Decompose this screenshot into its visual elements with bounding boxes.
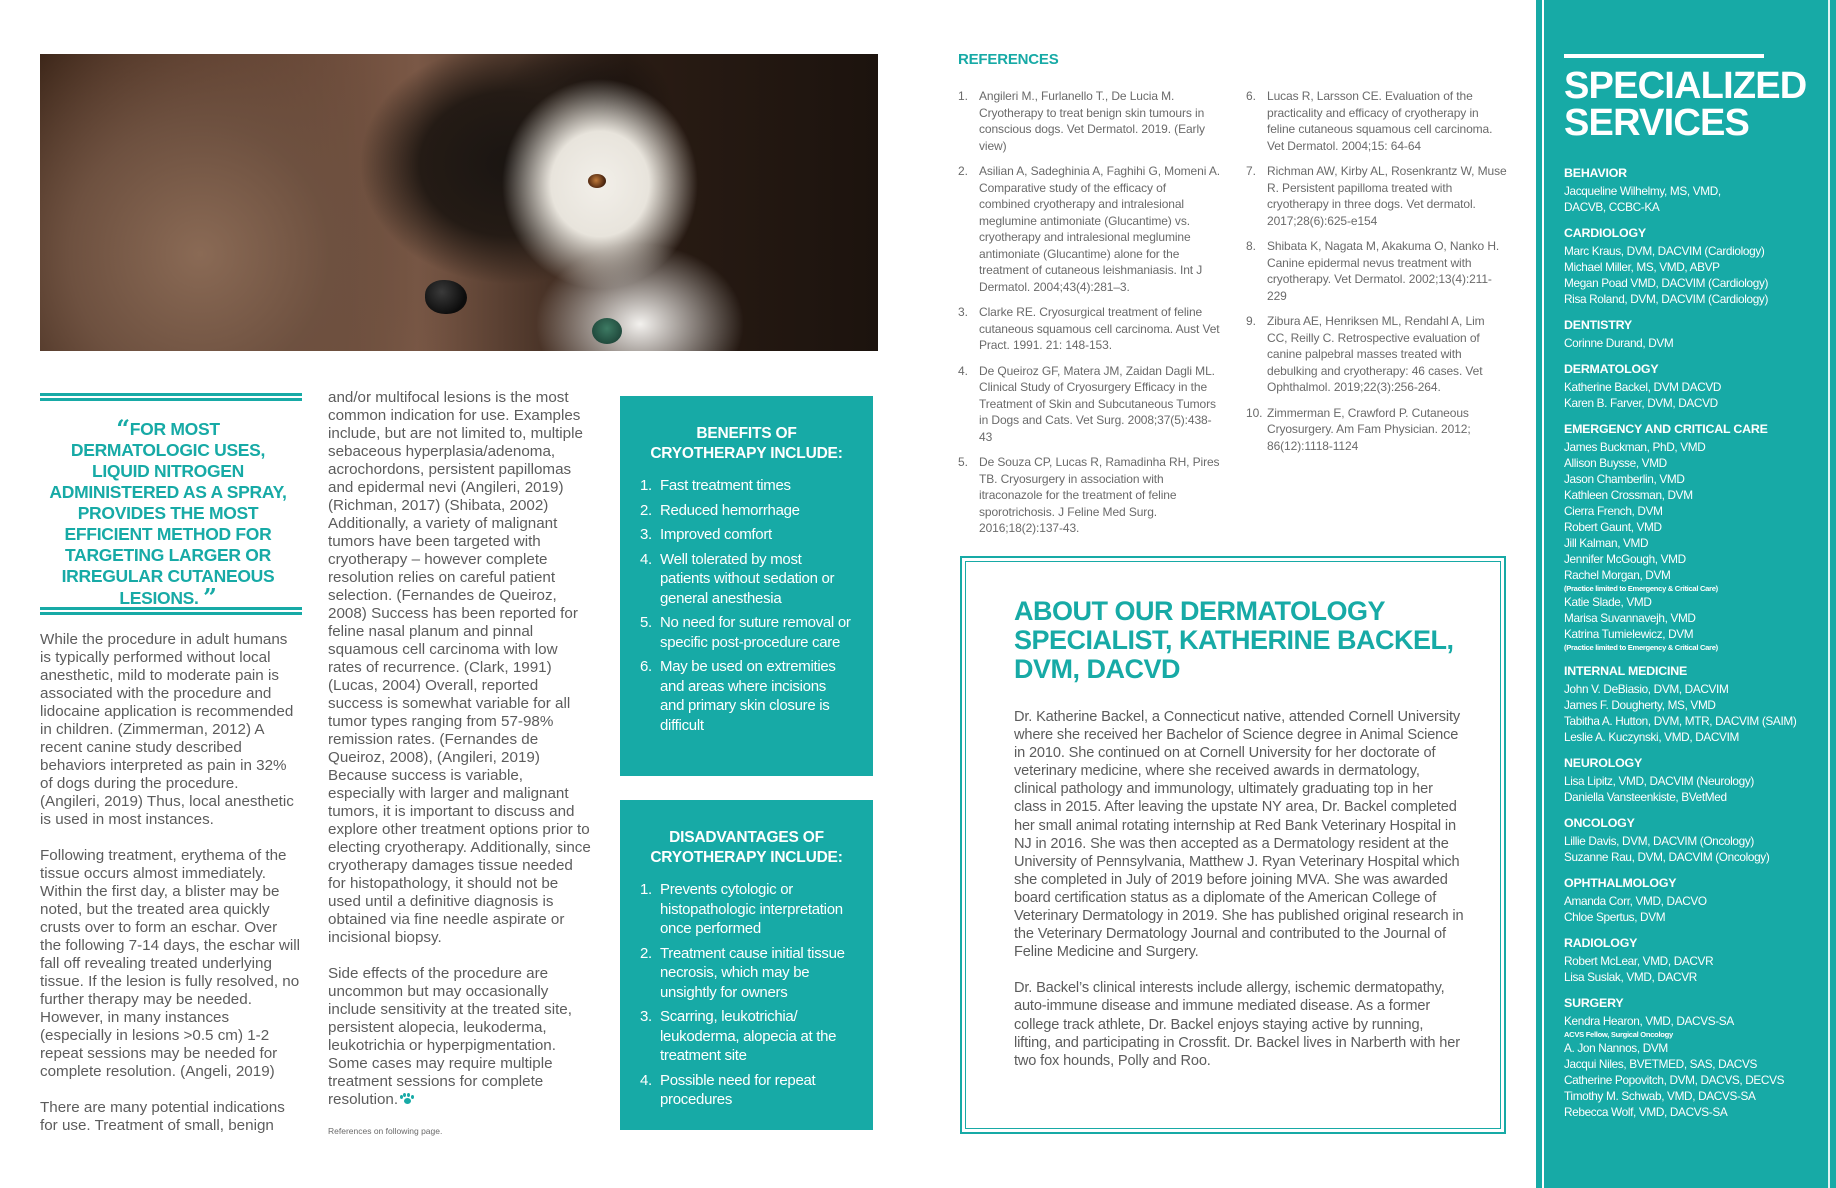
article-column-2 (328, 389, 592, 1109)
staff-member: Corinne Durand, DVM (1564, 336, 1674, 350)
reference-item: 10. Zimmerman E, Crawford P. Cutaneous Cryosurgery. Am Fam Physician. 2012; 86(12):1118-1124 (1246, 405, 1508, 455)
service-group (1564, 935, 1826, 985)
sidebar-left-border (1542, 0, 1544, 1188)
staff-member: James Buckman, PhD, VMD (1564, 440, 1706, 454)
list-item-text: Prevents cytologic or histopathologic interpretation once performed (660, 881, 843, 937)
staff-member: Robert Gaunt, VMD (1564, 520, 1662, 534)
list-item: 6. May be used on extremities and areas where incisions and primary skin closure is difficult (640, 657, 853, 735)
service-name: INTERNAL MEDICINE (1564, 664, 1688, 678)
service-name: DERMATOLOGY (1564, 362, 1659, 376)
list-item: 4. Possible need for repeat procedures (640, 1071, 853, 1110)
benefits-callout (620, 396, 873, 776)
staff-member: Michael Miller, MS, VMD, ABVP (1564, 260, 1720, 274)
service-name: RADIOLOGY (1564, 936, 1638, 950)
service-name: OPHTHALMOLOGY (1564, 876, 1677, 890)
reference-text: Clarke RE. Cryosurgical treatment of feline cutaneous squamous cell carcinoma. Aust Vet Pract. 1991. 21: 148-153. (979, 305, 1220, 352)
paragraph: Following treatment, erythema of the tissue occurs almost immediately. Within the first day, a blister may be noted, but the treated area quickly crusts over to form an eschar. Over the following 7-14 days, the eschar will fall off revealing treated underlying tissue. If the lesion is fully resolved, no further therapy may be needed. However, in many instances (especially in lesions >0.5 cm) 1-2 repeat sessions may be needed for complete resolution. (Angeli, 2019) (40, 847, 301, 1080)
list-item: 3. Improved comfort (640, 526, 772, 543)
staff-member: Katie Slade, VMD (1564, 595, 1652, 609)
hero-dog-photo (40, 54, 878, 351)
reference-item: 6. Lucas R, Larsson CE. Evaluation of the practicality and efficacy of cryotherapy in feline cutaneous squamous cell carcinoma. Vet Dermatol. 2004;15: 64-64 (1246, 88, 1508, 154)
service-group (1564, 225, 1826, 307)
paragraph: and/or multifocal lesions is the most common indication for use. Examples include, but are not limited to, multiple sebaceous hyperplasia/adenoma, acrochordons, persistent papillomas and epidermal nevi (Angileri, 2019) (Richman, 2017) (Shibata, 2002) Additionally, a variety of malignant tumors have been targeted with cryotherapy – however complete resolution relies on careful patient selection. (Fernandes de Queiroz, 2008) Success has been reported for feline nasal planum and pinnal squamous cell carcinoma with low rates of recurrence. (Clark, 1991) (Lucas, 2004) Overall, reported success is somewhat variable for all tumor types ranging from 57-98% remission rates. (Fernandes de Queiroz, 2008), (Angileri, 2019) Because success is variable, especially with larger and malignant tumors, it is important to discuss and explore other treatment options prior to electing cryotherapy. Additionally, since cryotherapy damages tissue needed for histopathology, it should not be used until a definitive diagnosis is obtained via fine needle aspirate or incisional biopsy. (328, 389, 591, 946)
list-item: 1. Fast treatment times (640, 477, 791, 494)
close-quote-mark: ” (203, 583, 217, 612)
reference-item: 1. Angileri M., Furlanello T., De Lucia M. Cryotherapy to treat benign skin tumours in conscious dogs. Vet Dermatol. 2019. (Early view) (958, 88, 1220, 154)
list-item: 2. Reduced hemorrhage (640, 501, 800, 519)
disadvantages-title: DISADVANTAGES OF CRYOTHERAPY INCLUDE: (650, 829, 843, 866)
disadvantages-list (640, 880, 853, 1110)
staff-note: ACVS Fellow, Surgical Oncology (1564, 1030, 1673, 1039)
paragraph: While the procedure in adult humans is typically performed without local anesthetic, mild to moderate pain is associated with the procedure and lidocaine application is recommended in children. (Zimmerman, 2012) A recent canine study described behaviors interpreted as pain in 32% of dogs during the procedure. (Angileri, 2019) Thus, local anesthetic is used in most instances. (40, 631, 294, 828)
sidebar-title-rule (1564, 54, 1764, 58)
service-group (1564, 875, 1826, 925)
staff-member: Jason Chamberlin, VMD (1564, 472, 1685, 486)
list-item-text: Reduced hemorrhage (660, 501, 800, 519)
staff-member: Lisa Suslak, VMD, DACVR (1564, 970, 1697, 984)
reference-item: 4. De Queiroz GF, Matera JM, Zaidan Dagli ML. Clinical Study of Cryosurgery Efficacy in the Treatment of Skin and Subcutaneous Tumors in Dogs and Cats. Vet Surg. 2008;37(5):438-43 (958, 363, 1220, 446)
reference-text: Asilian A, Sadeghinia A, Faghihi G, Momeni A. Comparative study of the efficacy of combined cryotherapy and intralesional meglumine antimoniate (Glucantime) vs. cryotherapy and intralesional meglumine antimoniate (Glucantime) alone for the treatment of cutaneous leishmaniasis. Int J Dermatol. 2004;43(4):281–3. (979, 164, 1220, 294)
paw-icon (400, 1093, 414, 1105)
staff-member: Amanda Corr, VMD, DACVO (1564, 894, 1707, 908)
staff-member: Marisa Suvannavejh, VMD (1564, 611, 1696, 625)
staff-member: James F. Dougherty, MS, VMD (1564, 698, 1716, 712)
staff-member: Jacqueline Wilhelmy, MS, VMD, (1564, 184, 1721, 198)
service-name: ONCOLOGY (1564, 816, 1635, 830)
service-name: CARDIOLOGY (1564, 226, 1646, 240)
service-group (1564, 815, 1826, 865)
service-group (1564, 317, 1826, 351)
service-group (1564, 663, 1826, 745)
staff-member: Daniella Vansteenkiste, BVetMed (1564, 790, 1727, 804)
list-item-text: May be used on extremities and areas where incisions and primary skin closure is difficult (660, 658, 836, 734)
service-group (1564, 421, 1826, 653)
staff-member: Jill Kalman, VMD (1564, 536, 1649, 550)
list-item: 4. Well tolerated by most patients without sedation or general anesthesia (640, 550, 853, 609)
list-item: 1. Prevents cytologic or histopathologic interpretation once performed (640, 880, 853, 939)
sidebar-title-line-2: SERVICES (1564, 102, 1750, 144)
open-quote-mark: “ (116, 414, 130, 443)
staff-member: DACVB, CCBC-KA (1564, 200, 1660, 214)
pullquote-text: FOR MOST DERMATOLOGIC USES, LIQUID NITROGEN ADMINISTERED AS A SPRAY, PROVIDES THE MOST EFFICIENT METHOD FOR TARGETING LARGER OR IRREGULAR CUTANEOUS LESIONS. (49, 419, 287, 608)
references-list-right (1246, 88, 1508, 463)
paragraph-text: Side effects of the procedure are uncommon but may occasionally include sensitivity at the treated site, persistent alopecia, leukoderma, leukotrichia or hyperpigmentation. Some cases may require multiple treatment sessions for complete resolution. (328, 965, 572, 1108)
staff-member: Chloe Spertus, DVM (1564, 910, 1666, 924)
list-item: 2. Treatment cause initial tissue necrosis, which may be unsightly for owners (640, 944, 853, 1003)
staff-member: Allison Buysse, VMD (1564, 456, 1667, 470)
service-group (1564, 755, 1826, 805)
reference-text: De Queiroz GF, Matera JM, Zaidan Dagli ML. Clinical Study of Cryosurgery Efficacy in the Treatment of Skin and Subcutaneous Tumors in Dogs and Cats. Vet Surg. 2008;37(5):438-43 (979, 363, 1216, 444)
reference-item: 9. Zibura AE, Henriksen ML, Rendahl A, Lim CC, Reilly C. Retrospective evaluation of canine palpebral masses treated with debulking and cryotherapy: 46 cases. Vet Ophthalmol. 2019;22(3):256-264. (1246, 313, 1508, 396)
list-item-text: Possible need for repeat procedures (660, 1071, 816, 1108)
list-item-text: Treatment cause initial tissue necrosis, which may be unsightly for owners (660, 944, 845, 1001)
benefits-title: BENEFITS OF CRYOTHERAPY INCLUDE: (650, 425, 843, 462)
article-column-1 (40, 631, 302, 1135)
paragraph (328, 965, 592, 1109)
list-item: 5. No need for suture removal or specific post-procedure care (640, 613, 853, 652)
service-group (1564, 361, 1826, 411)
dog-eye-detail (588, 174, 606, 188)
staff-member: Tabitha A. Hutton, DVM, MTR, DACVIM (SAIM) (1564, 714, 1797, 728)
service-name: EMERGENCY AND CRITICAL CARE (1564, 422, 1768, 436)
references-list-left (958, 88, 1220, 546)
service-name: DENTISTRY (1564, 318, 1632, 332)
staff-member: Lisa Lipitz, VMD, DACVIM (Neurology) (1564, 774, 1754, 788)
staff-member: Lillie Davis, DVM, DACVIM (Oncology) (1564, 834, 1754, 848)
staff-member: Katrina Tumielewicz, DVM (1564, 627, 1694, 641)
reference-text: Angileri M., Furlanello T., De Lucia M. Cryotherapy to treat benign skin tumours in conscious dogs. Vet Dermatol. 2019. (Early view) (979, 89, 1205, 153)
service-name: SURGERY (1564, 996, 1624, 1010)
staff-member: Katherine Backel, DVM DACVD (1564, 380, 1722, 394)
sidebar-title (1564, 65, 1807, 144)
service-group (1564, 165, 1826, 215)
references-title: REFERENCES (958, 51, 1059, 68)
staff-note: (Practice limited to Emergency & Critical Care) (1564, 584, 1718, 593)
paragraph: Dr. Backel’s clinical interests include allergy, ischemic dermatopathy, auto-immune disease and immune mediated disease. As a former college track athlete, Dr. Backel enjoys staying active by running, lifting, and participating in Crossfit. Dr. Backel lives in Narberth with her two fox hounds, Polly and Roo. (1014, 980, 1460, 1069)
reference-text: Shibata K, Nagata M, Akakuma O, Nanko H. Canine epidermal nevus treatment with cryotherapy. Vet Dermatol. 2002;13(4):211-229 (1267, 239, 1500, 303)
reference-item: 7. Richman AW, Kirby AL, Rosenkrantz W, Muse R. Persistent papilloma treated with cryotherapy in three dogs. Vet dermatol. 2017;28(6):625-e154 (1246, 164, 1507, 228)
sidebar-right-border (1828, 0, 1830, 1188)
staff-note: (Practice limited to Emergency & Critical Care) (1564, 643, 1718, 652)
staff-member: Rachel Morgan, DVM (1564, 568, 1671, 582)
service-name: BEHAVIOR (1564, 166, 1627, 180)
staff-member: Jennifer McGough, VMD (1564, 552, 1686, 566)
reference-text: Zibura AE, Henriksen ML, Rendahl A, Lim CC, Reilly C. Retrospective evaluation of canine palpebral masses treated with debulking and cryotherapy: 46 cases. Vet Ophthalmol. 2019;22(3):256-264. (1267, 314, 1485, 394)
list-item-text: No need for suture removal or specific post-procedure care (660, 614, 851, 651)
staff-member: Kendra Hearon, VMD, DACVS-SA (1564, 1014, 1734, 1028)
staff-member: Robert McLear, VMD, DACVR (1564, 954, 1714, 968)
service-name: NEUROLOGY (1564, 756, 1643, 770)
benefits-list (640, 476, 853, 735)
reference-text: Lucas R, Larsson CE. Evaluation of the practicality and efficacy of cryotherapy in feline cutaneous squamous cell carcinoma. Vet Dermatol. 2004;15: 64-64 (1267, 89, 1493, 153)
staff-member: Cierra French, DVM (1564, 504, 1663, 518)
about-title: ABOUT OUR DERMATOLOGY SPECIALIST, KATHERINE BACKEL, DVM, DACVD (1014, 596, 1454, 684)
staff-member: Jacqui Niles, BVETMED, SAS, DACVS (1564, 1057, 1757, 1071)
staff-member: Timothy M. Schwab, VMD, DACVS-SA (1564, 1089, 1756, 1103)
dog-nose-detail (425, 280, 467, 314)
staff-member: A. Jon Nannos, DVM (1564, 1041, 1668, 1055)
staff-member: Rebecca Wolf, VMD, DACVS-SA (1564, 1105, 1728, 1119)
sidebar-title-line-1: SPECIALIZED (1564, 65, 1807, 107)
reference-item: 8. Shibata K, Nagata M, Akakuma O, Nanko H. Canine epidermal nevus treatment with cryotherapy. Vet Dermatol. 2002;13(4):211-229 (1246, 238, 1508, 304)
services-list (1564, 165, 1826, 1130)
reference-item: 5. De Souza CP, Lucas R, Ramadinha RH, Pires TB. Cryosurgery in association with itraconazole for the treatment of feline sporotrichosis. J Feline Med Surg. 2016;18(2):137-43. (958, 455, 1220, 535)
list-item: 3. Scarring, leukotrichia/ leukoderma, alopecia at the treatment site (640, 1007, 853, 1066)
reference-text: Zimmerman E, Crawford P. Cutaneous Cryosurgery. Am Fam Physician. 2012; 86(12):1118-1124 (1267, 405, 1471, 453)
dog-collar-tag (592, 318, 622, 344)
reference-item: 3. Clarke RE. Cryosurgical treatment of feline cutaneous squamous cell carcinoma. Aust Vet Pract. 1991. 21: 148-153. (958, 305, 1220, 352)
list-item-text: Fast treatment times (660, 477, 791, 494)
reference-text: De Souza CP, Lucas R, Ramadinha RH, Pires TB. Cryosurgery in association with itraconazole for the treatment of feline sporotrichosis. J Feline Med Surg. 2016;18(2):137-43. (979, 455, 1220, 535)
list-item-text: Scarring, leukotrichia/ leukoderma, alopecia at the treatment site (660, 1008, 837, 1064)
staff-member: John V. DeBiasio, DVM, DACVIM (1564, 682, 1729, 696)
staff-member: Risa Roland, DVM, DACVIM (Cardiology) (1564, 292, 1769, 306)
list-item-text: Improved comfort (660, 526, 772, 543)
reference-item: 2. Asilian A, Sadeghinia A, Faghihi G, Momeni A. Comparative study of the efficacy of combined cryotherapy and intralesional meglumine antimoniate (Glucantime) vs. cryotherapy and intralesional meglumine antimoniate (Glucantime) alone for the treatment of cutaneous leishmaniasis. Int J Dermatol. 2004;43(4):281–3. (958, 164, 1220, 294)
disadvantages-callout (620, 800, 873, 1130)
staff-member: Suzanne Rau, DVM, DACVIM (Oncology) (1564, 850, 1770, 864)
service-group (1564, 995, 1826, 1120)
staff-member: Catherine Popovitch, DVM, DACVS, DECVS (1564, 1073, 1785, 1087)
pullquote-top-rule (40, 393, 302, 401)
references-note: References on following page. (328, 1126, 443, 1136)
staff-member: Megan Poad VMD, DACVIM (Cardiology) (1564, 276, 1769, 290)
about-body (1014, 708, 1464, 1070)
staff-member: Kathleen Crossman, DVM (1564, 488, 1693, 502)
paragraph: There are many potential indications for use. Treatment of small, benign (40, 1099, 285, 1134)
pullquote-bottom-rule (40, 607, 302, 615)
list-item-text: Well tolerated by most patients without sedation or general anesthesia (660, 550, 835, 607)
paragraph: Dr. Katherine Backel, a Connecticut native, attended Cornell University where she received her Bachelor of Science degree in Animal Science in 2010. She continued on at Cornell University for her doctorate of veterinary medicine, where she received awards in dermatology, clinical pathology and immunology, ultimately graduating top in her class in 2015. After leaving the upstate NY area, Dr. Backel completed her small animal rotating internship at Red Bank Veterinary Hospital in NJ in 2016. She was then accepted as a Dermatology resident at the University of Pennsylvania, Matthew J. Ryan Veterinary Hospital which she completed in July of 2019 before joining MVA. She was awarded board certification status as a diplomate of the American College of Veterinary Dermatology in 2019. She has published original research in the Veterinary Dermatology Journal and contributed to the Journal of Feline Medicine and Surgery. (1014, 709, 1464, 961)
pullquote (48, 414, 288, 612)
reference-text: Richman AW, Kirby AL, Rosenkrantz W, Muse R. Persistent papilloma treated with cryotherapy in three dogs. Vet dermatol. 2017;28(6):625-e154 (1267, 164, 1507, 228)
staff-member: Marc Kraus, DVM, DACVIM (Cardiology) (1564, 244, 1765, 258)
staff-member: Karen B. Farver, DVM, DACVD (1564, 396, 1718, 410)
staff-member: Leslie A. Kuczynski, VMD, DACVIM (1564, 730, 1739, 744)
